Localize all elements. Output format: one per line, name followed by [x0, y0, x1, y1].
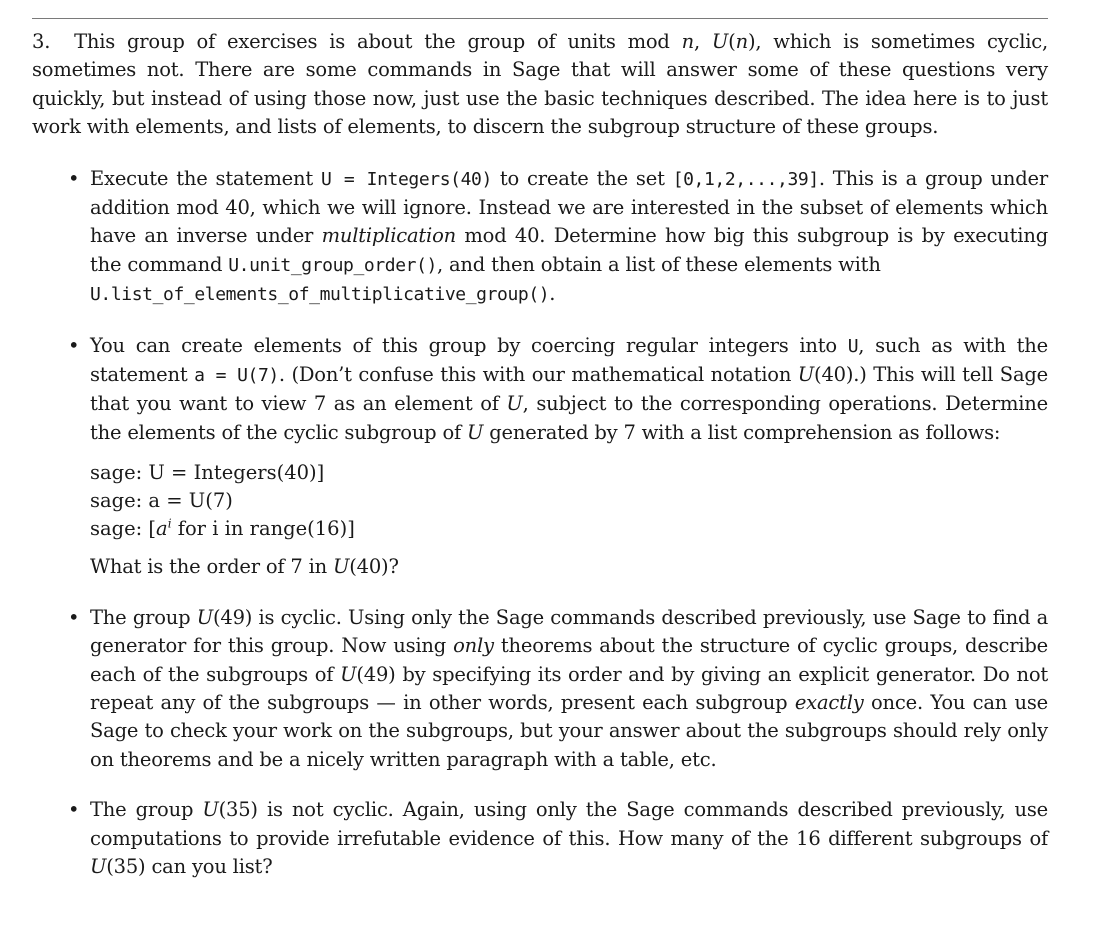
- code-inline: [0,1,2,...,39]: [672, 168, 819, 190]
- list-item-u35: [32, 796, 1048, 881]
- code-inline: U.unit_group_order(): [228, 254, 437, 276]
- item-text: The group U(35) is not cyclic. Again, using only the Sage commands described previously, use computations to provide irrefutable evidence of this. How many of the 16 different subgroups of U(35) can you list?: [90, 798, 1049, 878]
- item-text: You can create elements of this group by coercing regular integers into U, such as with the statement a = U(7). (Don’t confuse this with our mathematical notation U(40).) This will tell Sage that you want to view 7 as an element of U, subject to the corresponding operations. Determine the elements of the cyclic subgroup of U generated by 7 with a list comprehension as follows:: [90, 333, 1048, 444]
- code-inline: U: [847, 335, 859, 357]
- code-inline: U = Integers(40): [320, 168, 492, 190]
- exercise-list: [32, 165, 1048, 882]
- list-item-cyclic-subgroup: [32, 332, 1048, 582]
- bullet: •: [68, 333, 80, 357]
- question-text: What is the order of 7 in U(40)?: [90, 555, 399, 579]
- bullet: •: [68, 166, 80, 190]
- problem-number: 3.: [32, 30, 51, 53]
- code-inline: U.list_of_elements_of_multiplicative_group(): [90, 284, 550, 306]
- code-line: sage: a = U(7): [90, 489, 233, 513]
- bullet: •: [68, 798, 80, 822]
- exercise-page: [32, 28, 1048, 881]
- item-text: Execute the statement U = Integers(40) to create the set [0,1,2,...,39]. This is a group under addition mod 40, which we will ignore. Instead we are interested in the subset of elements which have an inverse under multiplication mod 40. Determine how big this subgroup is by executing the command U.unit_group_order(), and then obtain a list of these elements with U.list_of_elements_of_multiplicative_group().: [90, 166, 1049, 306]
- item-text: The group U(49) is cyclic. Using only the Sage commands described previously, use Sage to find a generator for this group. Now using only theorems about the structure of cyclic groups, describe each of the subgroups of U(49) by specifying its order and by giving an explicit generator. Do not repeat any of the subgroups — in other words, present each subgroup exactly once. You can use Sage to check your work on the subgroups, but your answer about the subgroups should rely only on theorems and be a nicely written paragraph with a table, etc.: [90, 605, 1049, 771]
- top-rule: [32, 18, 1048, 19]
- code-line: sage: [$a^i$ for i in range(16)]: [90, 516, 355, 541]
- problem-intro: 3. This group of exercises is about the group of units mod n, U(n), which is sometimes cyclic, sometimes not. There are some commands in Sage that will answer some of these questions very quickly, but instead of using those now, just use the basic techniques described. The idea here is to just work with elements, and lists of elements, to discern the subgroup structure of these groups.: [32, 30, 1049, 139]
- list-item-u40-setup: [32, 165, 1048, 310]
- code-line: sage: U = Integers(40)]: [90, 461, 325, 485]
- code-inline: a = U(7): [194, 365, 279, 387]
- sage-code-block: [90, 459, 1048, 543]
- bullet: •: [68, 605, 80, 629]
- list-item-u49: [32, 604, 1048, 774]
